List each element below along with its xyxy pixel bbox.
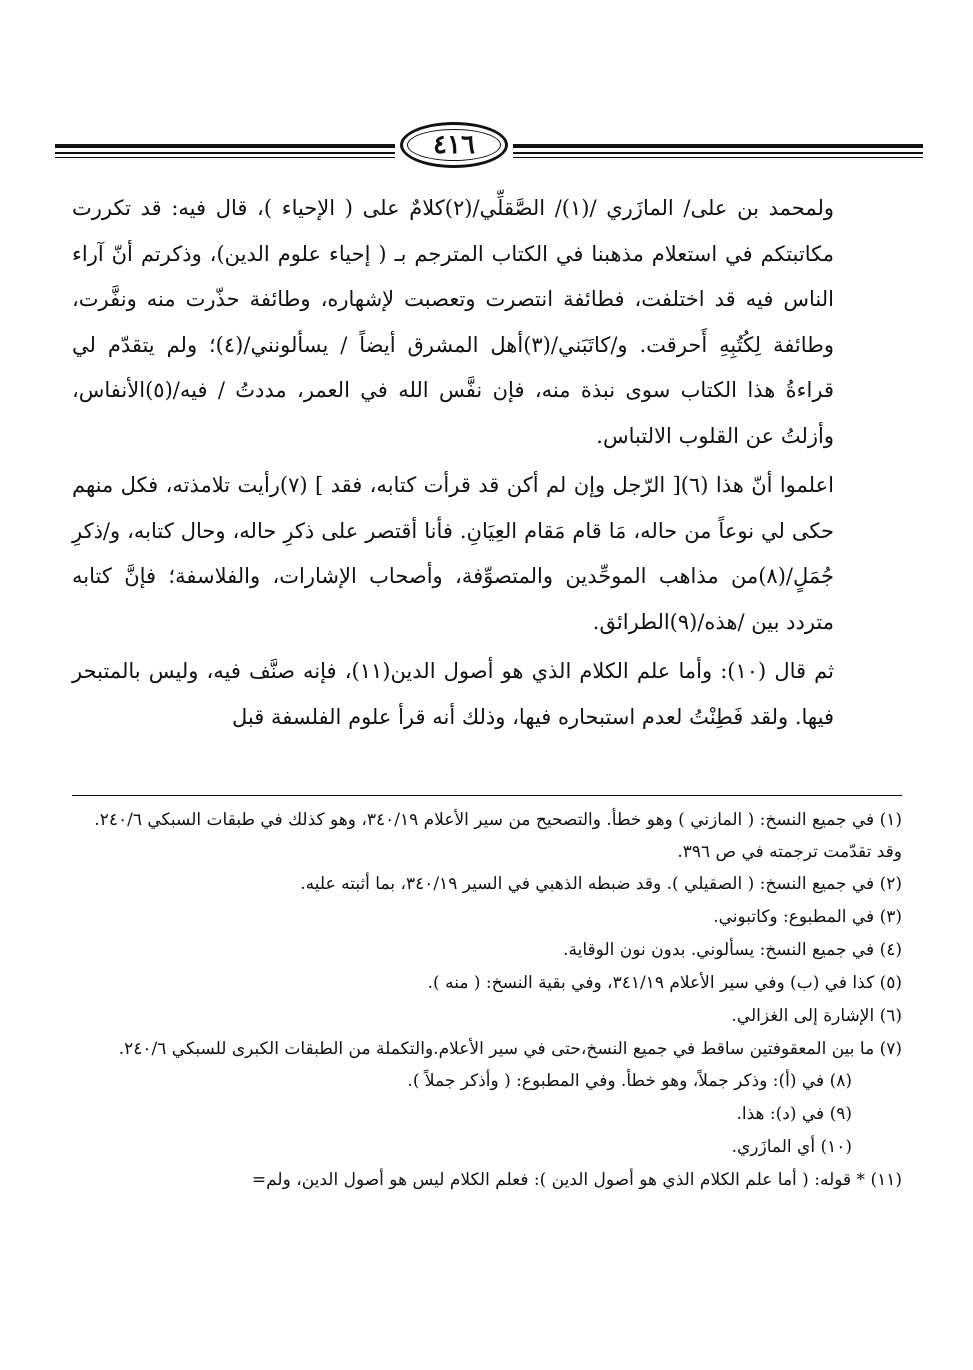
footnote-7: (٧) ما بين المعقوفتين ساقط في جميع النسخ،حتى في سير الأعلام.والتكملة من الطبقات الكبرى للسبكي ٢٤٠/٦. bbox=[118, 1039, 902, 1059]
footnote-5: (٥) كذا في (ب) وفي سير الأعلام ٣٤١/١٩، وفي بقية النسخ: ( منه ). bbox=[427, 973, 902, 993]
footnote-4: (٤) في جميع النسخ: يسألوني. بدون نون الوقاية. bbox=[563, 940, 902, 960]
footnote-10: (١٠) أي المازَري. bbox=[731, 1137, 852, 1157]
footnote-2: (٢) في جميع النسخ: ( الصقيلي ). وقد ضبطه الذهبي في السير ٣٤٠/١٩، بما أثبته عليه. bbox=[300, 874, 902, 894]
paragraph-1: ولمحمد بن على/ المازَري /(١)/ الصَّقلِّي/(٢)كلامٌ على ( الإحياء )، قال فيه: قد تكررت مكاتبتكم في استعلام مذهبنا في الكتاب المترجم بـ ( إحياء علوم الدين)، وذكرتم أنّ آراء الناس فيه قد اختلفت، فطائفة انتصرت وتعصبت لإشهاره، وطائفة حذّرت منه ونفَّرت، وطائفة لِكُتُبِهِ أَحرقت. و/كاتَبَني/(٣)أهل المشرق أيضاً / يسألونني/(٤)؛ ولم يتقدّم لي قراءةُ هذا الكتاب سوى نبذة منه، فإن نفَّس الله في العمر، مددتُ / فيه/(٥)الأنفاس، وأزلتُ عن القلوب الالتباس. bbox=[72, 196, 835, 448]
header-rule-right bbox=[513, 144, 923, 160]
footnotes bbox=[72, 804, 902, 1197]
footnote-3: (٣) في المطبوع: وكاتبوني. bbox=[713, 907, 902, 927]
footnote-11: (١١) * قوله: ( أما علم الكلام الذي هو أصول الدين ): فعلم الكلام ليس هو أصول الدين، ولم= bbox=[251, 1170, 902, 1190]
main-text bbox=[72, 186, 902, 740]
paragraph-3: ثم قال (١٠): وأما علم الكلام الذي هو أصول الدين(١١)، فإنه صنَّف فيه، وليس بالمتبحر فيها. ولقد فَطِنْتُ لعدم استبحاره فيها، وذلك أنه قرأ علوم الفلسفة قبل bbox=[72, 659, 834, 729]
footnote-6: (٦) الإشارة إلى الغزالي. bbox=[731, 1006, 902, 1026]
footnote-divider bbox=[72, 795, 902, 796]
header-rule-left bbox=[55, 144, 395, 160]
page-header bbox=[55, 112, 923, 172]
footnote-8: (٨) في (أ): وذكر جملاً، وهو خطأ. وفي المطبوع: ( وأذكر جملاً ). bbox=[407, 1071, 852, 1091]
paragraph-2: اعلموا أنّ هذا (٦)[ الرّجل وإن لم أكن قد قرأت كتابه، فقد ] (٧)رأيت تلامذته، فكل منهم حكى لي نوعاً من حاله، مَا قام مَقام العِيَانِ. فأنا أقتصر على ذكرِ حاله، وحال كتابه، و/ذكرِ جُمَلٍ/(٨)من مذاهب الموحِّدين والمتصوِّفة، وأصحاب الإشارات، والفلاسفة؛ فإنَّ كتابه متردد بين /هذه/(٩)الطرائق. bbox=[72, 473, 834, 634]
footnote-9: (٩) في (د): هذا. bbox=[736, 1104, 852, 1124]
footnote-1: (١) في جميع النسخ: ( المازني ) وهو خطأ. والتصحيح من سير الأعلام ٣٤٠/١٩، وهو كذلك في طبقات السبكي ٢٤٠/٦. وقد تقدّمت ترجمته في ص ٣٩٦. bbox=[94, 810, 902, 862]
page-number: ٤١٦ bbox=[400, 122, 508, 168]
